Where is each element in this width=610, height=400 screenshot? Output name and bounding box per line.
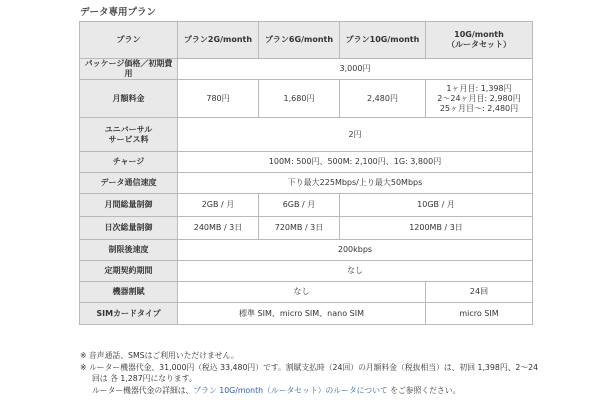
page-title: データ専用プラン [80, 7, 157, 18]
sim-value: 標準 SIM、micro SIM、nano SIM [178, 303, 426, 325]
monthly-limit-10g: 10GB / 月 [340, 194, 533, 217]
plan-table [79, 21, 533, 325]
universal-fee: 2円 [178, 118, 533, 152]
note-router-price-cont: 回は 各 1,287円になります。 [92, 374, 197, 383]
charge-value: 100M: 500円、500M: 2,100円、1G: 3,800円 [178, 152, 533, 173]
row-charge [80, 152, 533, 173]
installment-value: なし [178, 282, 426, 303]
row-label-package: パッケージ価格／初期費用 [80, 59, 178, 80]
note-details-suffix: をご参照ください。 [387, 385, 461, 395]
row-monthly-limit [80, 194, 533, 217]
monthly-6g: 1,680円 [259, 80, 340, 118]
note-voice: ※ 音声通話、SMSはご利用いただけません。 [80, 351, 239, 360]
throttle-value: 200kbps [178, 240, 533, 261]
header-router-line2: （ルータセット） [447, 40, 511, 49]
daily-limit-6g: 720MB / 3日 [259, 217, 340, 240]
monthly-router-later: 25ヶ月目〜: 2,480円 [439, 103, 519, 113]
header-plan: プラン [80, 22, 178, 59]
row-monthly [80, 80, 533, 118]
universal-label-line2: サービス料 [108, 134, 149, 144]
row-contract [80, 261, 533, 282]
installment-router-set: 24回 [426, 282, 533, 303]
speed-value: 下り最大225Mbps/上り最大50Mbps [178, 173, 533, 194]
router-details-link[interactable]: プラン 10G/month（ルータセット）のルータについて [193, 385, 388, 395]
row-label-throttle: 制限後速度 [80, 240, 178, 261]
row-label-daily-limit: 日次総量制御 [80, 217, 178, 240]
header-2g: プラン2G/month [178, 22, 259, 59]
monthly-router-mid: 2〜24ヶ月目: 2,980円 [437, 93, 521, 103]
daily-limit-2g: 240MB / 3日 [178, 217, 259, 240]
header-10g: プラン10G/month [340, 22, 426, 59]
header-router-set [426, 22, 533, 59]
sim-router-set: micro SIM [426, 303, 533, 325]
row-package [80, 59, 533, 80]
row-speed [80, 173, 533, 194]
row-label-charge: チャージ [80, 152, 178, 173]
monthly-limit-6g: 6GB / 月 [259, 194, 340, 217]
row-sim [80, 303, 533, 325]
package-price: 3,000円 [178, 59, 533, 80]
row-installment [80, 282, 533, 303]
header-router-line1: 10G/month [454, 30, 504, 39]
monthly-10g: 2,480円 [340, 80, 426, 118]
row-label-monthly: 月額料金 [80, 80, 178, 118]
header-6g: プラン6G/month [259, 22, 340, 59]
footnotes [80, 350, 540, 396]
header-row [80, 22, 533, 59]
daily-limit-10g: 1200MB / 3日 [340, 217, 533, 240]
note-router-price: ※ ルーター機器代金、31,000円（税込 33,480円）です。割賦支払時（24回）の月額料金（税抜相当）は、初回 1,398円、2〜24 [80, 362, 539, 372]
row-label-contract: 定期契約期間 [80, 261, 178, 282]
row-label-universal [80, 118, 178, 152]
row-label-speed: データ通信速度 [80, 173, 178, 194]
contract-value: なし [178, 261, 533, 282]
universal-label-line1: ユニバーサル [104, 124, 153, 134]
monthly-router-first: 1ヶ月目: 1,398円 [446, 83, 512, 93]
row-daily-limit [80, 217, 533, 240]
row-label-installment: 機器割賦 [80, 282, 178, 303]
monthly-router-set [426, 80, 533, 118]
monthly-limit-2g: 2GB / 月 [178, 194, 259, 217]
row-label-sim: SIMカードタイプ [80, 303, 178, 325]
note-router-details [80, 385, 540, 397]
row-label-monthly-limit: 月間総量制御 [80, 194, 178, 217]
row-throttle [80, 240, 533, 261]
row-universal [80, 118, 533, 152]
monthly-2g: 780円 [178, 80, 259, 118]
note-details-prefix: ルーター機器代金の詳細は、 [92, 385, 194, 395]
